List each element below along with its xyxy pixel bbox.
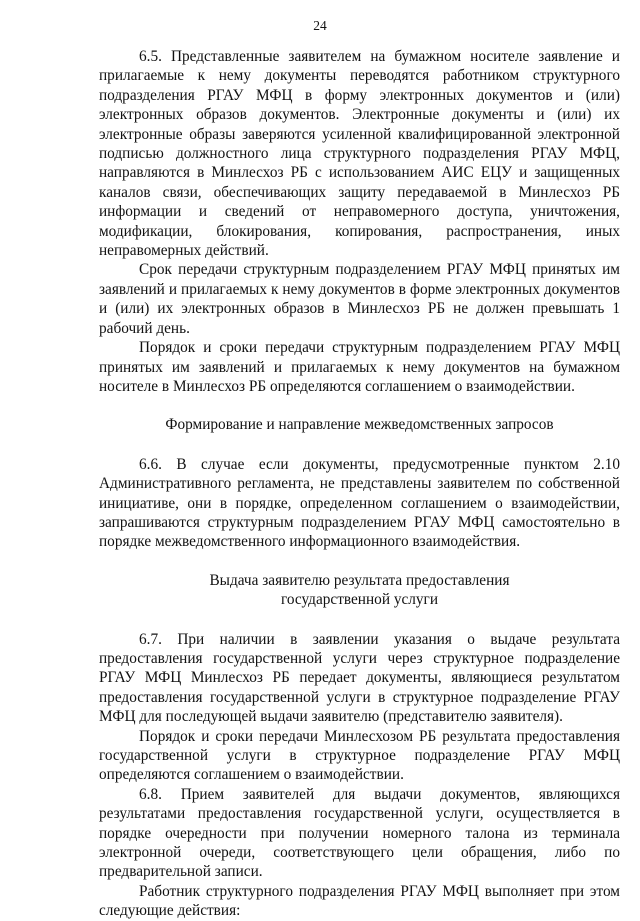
paragraph-transfer-order: Порядок и сроки передачи структурным подразделением РГАУ МФЦ принятых им заявлений и прилагаемых к нему документов на бумажном носителе в Минлесхоз РБ определяются соглашением о взаимодействии. (99, 339, 620, 395)
section-heading-result-issue-line-1: Выдача заявителю результата предоставления (209, 571, 510, 589)
paragraph-worker-actions: Работник структурного подразделения РГАУ МФЦ выполняет при этом следующие действия: (99, 882, 620, 920)
paragraph-result-transfer-order: Порядок и сроки передачи Минлесхозом РБ результата предоставления государственной услуги в структурное подразделение РГАУ МФЦ определяются соглашением о взаимодействии. (99, 727, 620, 784)
section-heading-interagency-requests: Формирование и направление межведомственных запросов (165, 416, 554, 434)
section-heading-result-issue-line-2: государственной услуги (280, 591, 439, 609)
document-body (99, 47, 620, 921)
paragraph-6-8: 6.8. Прием заявителей для выдачи документов, являющихся результатами предоставления государственной услуги, осуществляется в порядке очередности при получении номерного талона из терминала электронной очереди, соответствующего цели обращения, либо по предварительной записи. (99, 785, 620, 881)
paragraph-6-6: 6.6. В случае если документы, предусмотренные пунктом 2.10 Административного регламента, не представлены заявителем по собственной инициативе, они в порядке, определенном соглашением о взаимодействии, запрашиваются структурным подразделением РГАУ МФЦ самостоятельно в порядке межведомственного информационного взаимодействия. (99, 455, 620, 551)
paragraph-6-5: 6.5. Представленные заявителем на бумажном носителе заявление и прилагаемые к нему документы переводятся работником структурного подразделения РГАУ МФЦ в форму электронных документов и (или) электронных образов документов. Электронные документы и (или) их электронные образы заверяются усиленной квалифицированной электронной подписью должностного лица структурного подразделения РГАУ МФЦ, направляются в Минлесхоз РБ с использованием АИС ЕЦУ и защищенных каналов связи, обеспечивающих защиту передаваемой в Минлесхоз РБ информации и сведений от неправомерного доступа, уничтожения, модификации, блокирования, копирования, распространения, иных неправомерных действий. (99, 48, 620, 260)
page-number: 24 (313, 18, 327, 33)
spacer (99, 552, 620, 571)
spacer (99, 435, 620, 455)
paragraph-transfer-term: Срок передачи структурным подразделением РГАУ МФЦ принятых им заявлений и прилагаемых к нему документов в форме электронных документов и (или) их электронных образов в Минлесхоз РБ не должен превышать 1 рабочий день. (99, 261, 620, 337)
spacer (99, 396, 620, 415)
spacer (99, 610, 620, 630)
paragraph-6-7: 6.7. При наличии в заявлении указания о выдаче результата предоставления государственной услуги через структурное подразделение РГАУ МФЦ Минлесхоз РБ передает документы, являющиеся результатом предоставления государственной услуги в структурное подразделение РГАУ МФЦ для последующей выдачи заявителю (представителю заявителя). (99, 630, 620, 726)
